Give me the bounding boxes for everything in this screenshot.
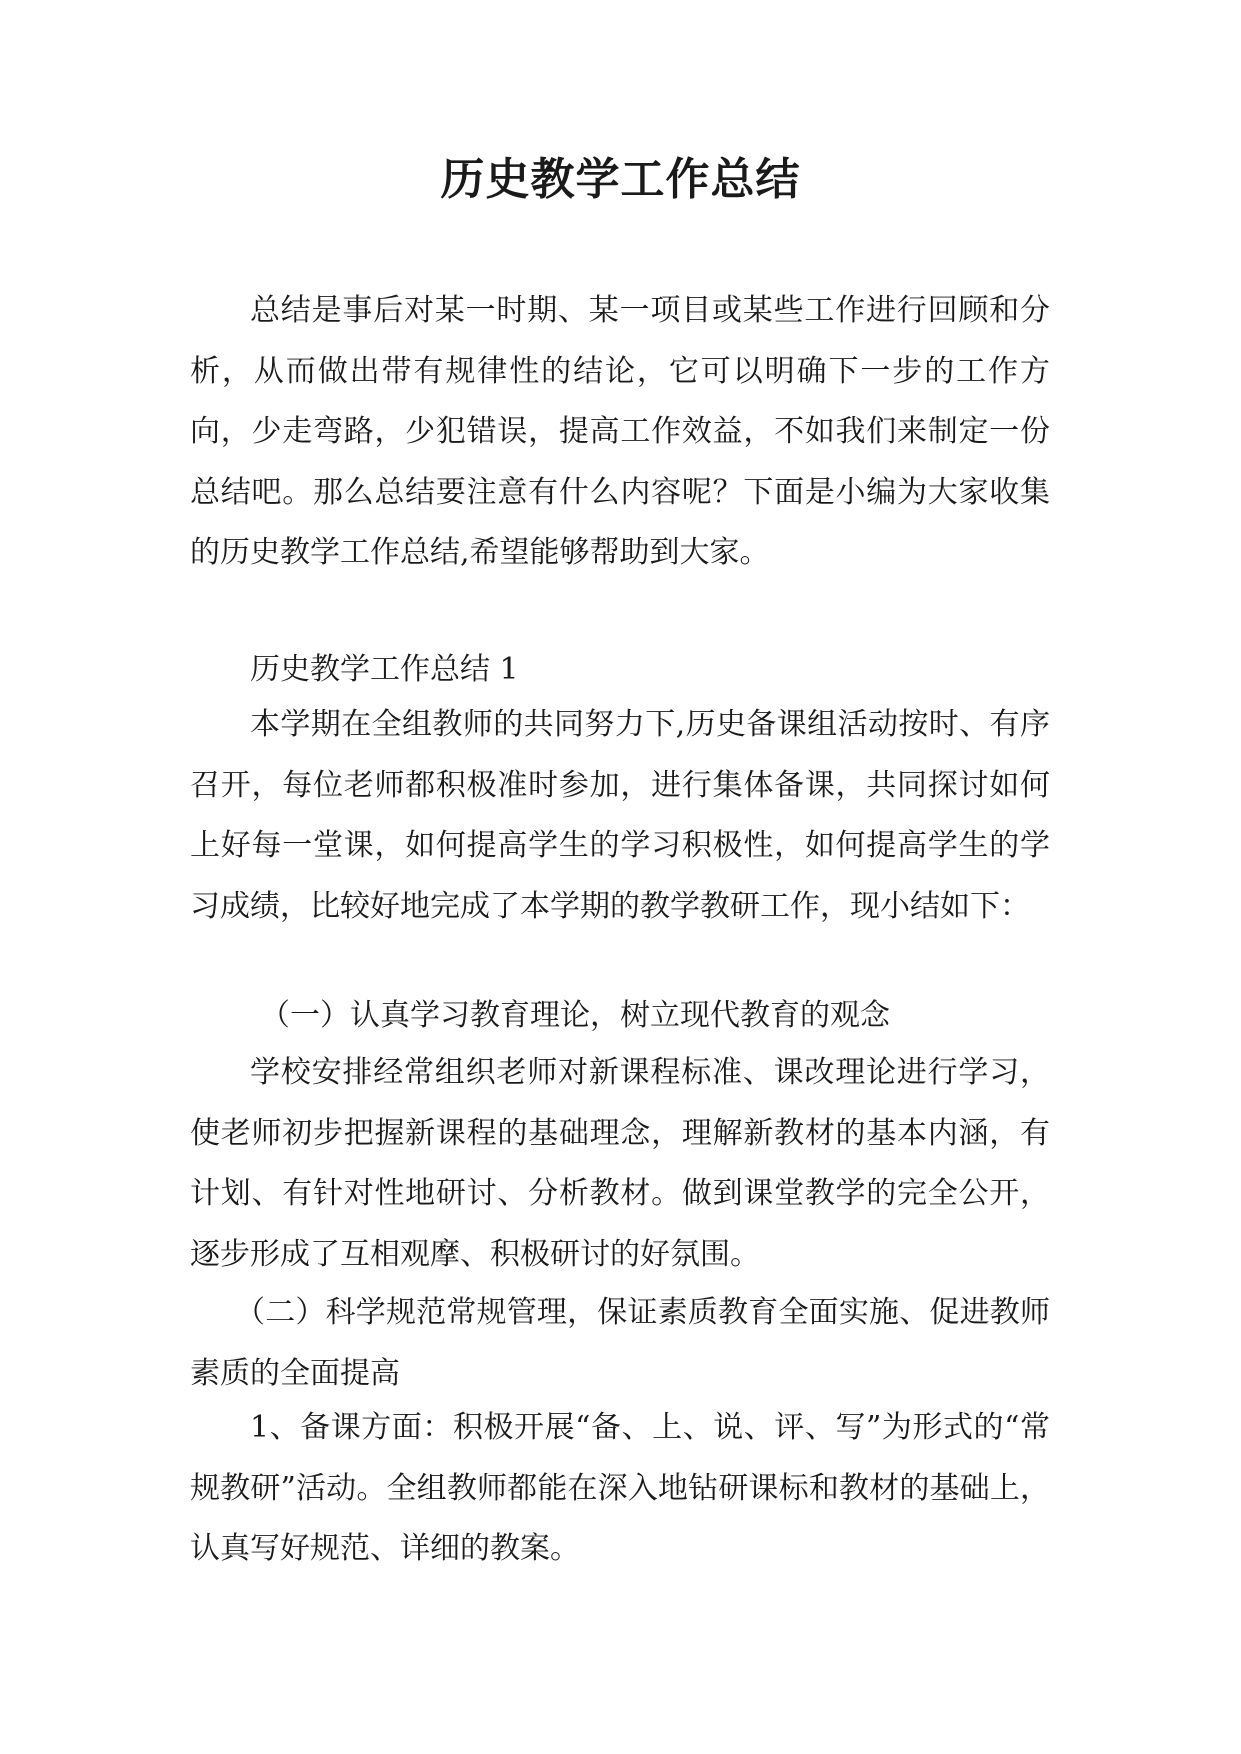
section-paragraph-1: 本学期在全组教师的共同努力下,历史备课组活动按时、有序召开，每位老师都积极准时参加，进行集体备课，共同探讨如何上好每一堂课，如何提高学生的学习积极性，如何提高学生的学习成绩，比较好地完成了本学期的教学教研工作，现小结如下： [190, 707, 1050, 924]
section-paragraph-2: 学校安排经常组织老师对新课程标准、课改理论进行学习，使老师初步把握新课程的基础理念，理解新教材的基本内涵，有计划、有针对性地研讨、分析教材。做到课堂教学的完全公开，逐步形成了互相观摩、积极研讨的好氛围。 [190, 1055, 1050, 1272]
subheading-2: （二）科学规范常规管理，保证素质教育全面实施、促进教师素质的全面提高 [190, 1295, 1050, 1391]
intro-paragraph: 总结是事后对某一时期、某一项目或某些工作进行回顾和分析，从而做出带有规律性的结论，它可以明确下一步的工作方向，少走弯路，少犯错误，提高工作效益，不如我们来制定一份总结吧。那么总结要注意有什么内容呢？下面是小编为大家收集的历史教学工作总结,希望能够帮助到大家。 [190, 293, 1050, 570]
document-title: 历史教学工作总结 [440, 154, 801, 205]
subheading-1: （一）认真学习教育理论，树立现代教育的观念 [260, 998, 890, 1033]
list-item-1: 1、备课方面：积极开展“备、上、说、评、写”为形式的“常规教研”活动。全组教师都能在深入地钻研课标和教材的基础上，认真写好规范、详细的教案。 [190, 1410, 1050, 1566]
section-heading: 历史教学工作总结 1 [250, 652, 519, 687]
